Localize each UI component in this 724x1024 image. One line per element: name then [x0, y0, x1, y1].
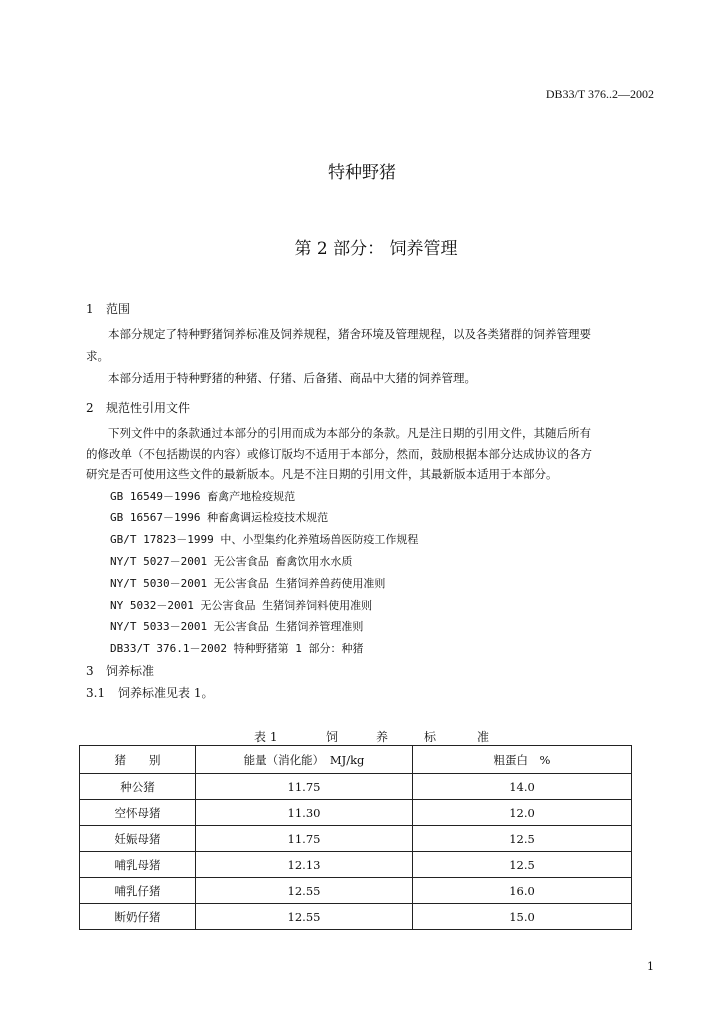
- document-id: DB33/T 376..2—2002: [545, 87, 654, 101]
- reference-item: GB 16567－1996 种畜禽调运检疫技术规范: [110, 511, 329, 524]
- section-number: 2: [86, 401, 94, 415]
- cell-protein: 12.0: [413, 800, 632, 826]
- paragraph-line: 本部分规定了特种野猪饲养标准及饲养规程，猪舍环境及管理规程，以及各类猪群的饲养管理要: [108, 327, 591, 341]
- cell-protein: 12.5: [413, 826, 632, 852]
- cell-pig-type: 哺乳母猪: [80, 852, 196, 878]
- paragraph-line: 求。: [86, 349, 109, 363]
- table-row: [80, 904, 632, 930]
- reference-item: NY 5032－2001 无公害食品 生猪饲养饲料使用准则: [110, 599, 373, 612]
- document-subtitle: 第 2 部分： 饲养管理: [294, 239, 458, 259]
- cell-pig-type: 种公猪: [80, 774, 196, 800]
- table-number: 表 1: [254, 730, 278, 744]
- reference-item: GB 16549－1996 畜禽产地检疫规范: [110, 490, 296, 503]
- table-header-row: [80, 746, 632, 774]
- column-header-energy: 能量（消化能） MJ/kg: [196, 746, 413, 774]
- paragraph-line: 本部分适用于特种野猪的种猪、仔猪、后备猪、商品中大猪的饲养管理。: [108, 371, 476, 385]
- paragraph-line: 的修改单（不包括勘误的内容）或修订版均不适用于本部分，然而，鼓励根据本部分达成协议的各方: [86, 447, 592, 461]
- table-row: [80, 826, 632, 852]
- table-row: [80, 800, 632, 826]
- cell-pig-type: 妊娠母猪: [80, 826, 196, 852]
- cell-pig-type: 空怀母猪: [80, 800, 196, 826]
- reference-item: NY/T 5030－2001 无公害食品 生猪饲养兽药使用准则: [110, 577, 386, 590]
- section-1-heading: [86, 300, 130, 317]
- paragraph-line: 研究是否可使用这些文件的最新版本。凡是不注日期的引用文件，其最新版本适用于本部分。: [86, 467, 558, 481]
- cell-protein: 12.5: [413, 852, 632, 878]
- cell-protein: 14.0: [413, 774, 632, 800]
- section-number: 3: [86, 664, 94, 678]
- document-title: 特种野猪: [328, 163, 396, 183]
- cell-energy: 11.30: [196, 800, 413, 826]
- table-caption: [254, 728, 489, 745]
- cell-protein: 15.0: [413, 904, 632, 930]
- subsection-number: 3.1: [86, 686, 106, 700]
- cell-protein: 16.0: [413, 878, 632, 904]
- paragraph-line: 下列文件中的条款通过本部分的引用而成为本部分的条款。凡是注日期的引用文件，其随后所有: [108, 426, 591, 440]
- caption-char: 标: [424, 730, 437, 744]
- table-row: [80, 852, 632, 878]
- reference-item: NY/T 5027－2001 无公害食品 畜禽饮用水水质: [110, 555, 353, 568]
- reference-item: DB33/T 376.1－2002 特种野猪第 1 部分：种猪: [110, 642, 364, 655]
- cell-energy: 11.75: [196, 826, 413, 852]
- section-3-heading: [86, 662, 154, 679]
- caption-char: 养: [376, 730, 389, 744]
- table-row: [80, 878, 632, 904]
- feed-standard-table: [79, 745, 632, 930]
- section-2-heading: [86, 399, 190, 416]
- caption-char: 饲: [326, 730, 339, 744]
- section-title: 规范性引用文件: [106, 401, 191, 415]
- cell-pig-type: 断奶仔猪: [80, 904, 196, 930]
- cell-pig-type: 哺乳仔猪: [80, 878, 196, 904]
- cell-energy: 12.55: [196, 904, 413, 930]
- cell-energy: 11.75: [196, 774, 413, 800]
- section-number: 1: [86, 302, 94, 316]
- cell-energy: 12.13: [196, 852, 413, 878]
- section-title: 饲养标准: [106, 664, 155, 678]
- page-number: 1: [647, 960, 654, 973]
- section-title: 范围: [106, 302, 131, 316]
- subsection-title: 饲养标准见表 1。: [118, 686, 214, 700]
- reference-item: NY/T 5033－2001 无公害食品 生猪饲养管理准则: [110, 620, 364, 633]
- subsection-3-1-heading: [86, 684, 213, 701]
- table-row: [80, 774, 632, 800]
- reference-item: GB/T 17823－1999 中、小型集约化养殖场兽医防疫工作规程: [110, 533, 419, 546]
- caption-char: 准: [477, 730, 490, 744]
- column-header-protein: 粗蛋白 %: [413, 746, 632, 774]
- column-header-pig-type: 猪 别: [80, 746, 196, 774]
- cell-energy: 12.55: [196, 878, 413, 904]
